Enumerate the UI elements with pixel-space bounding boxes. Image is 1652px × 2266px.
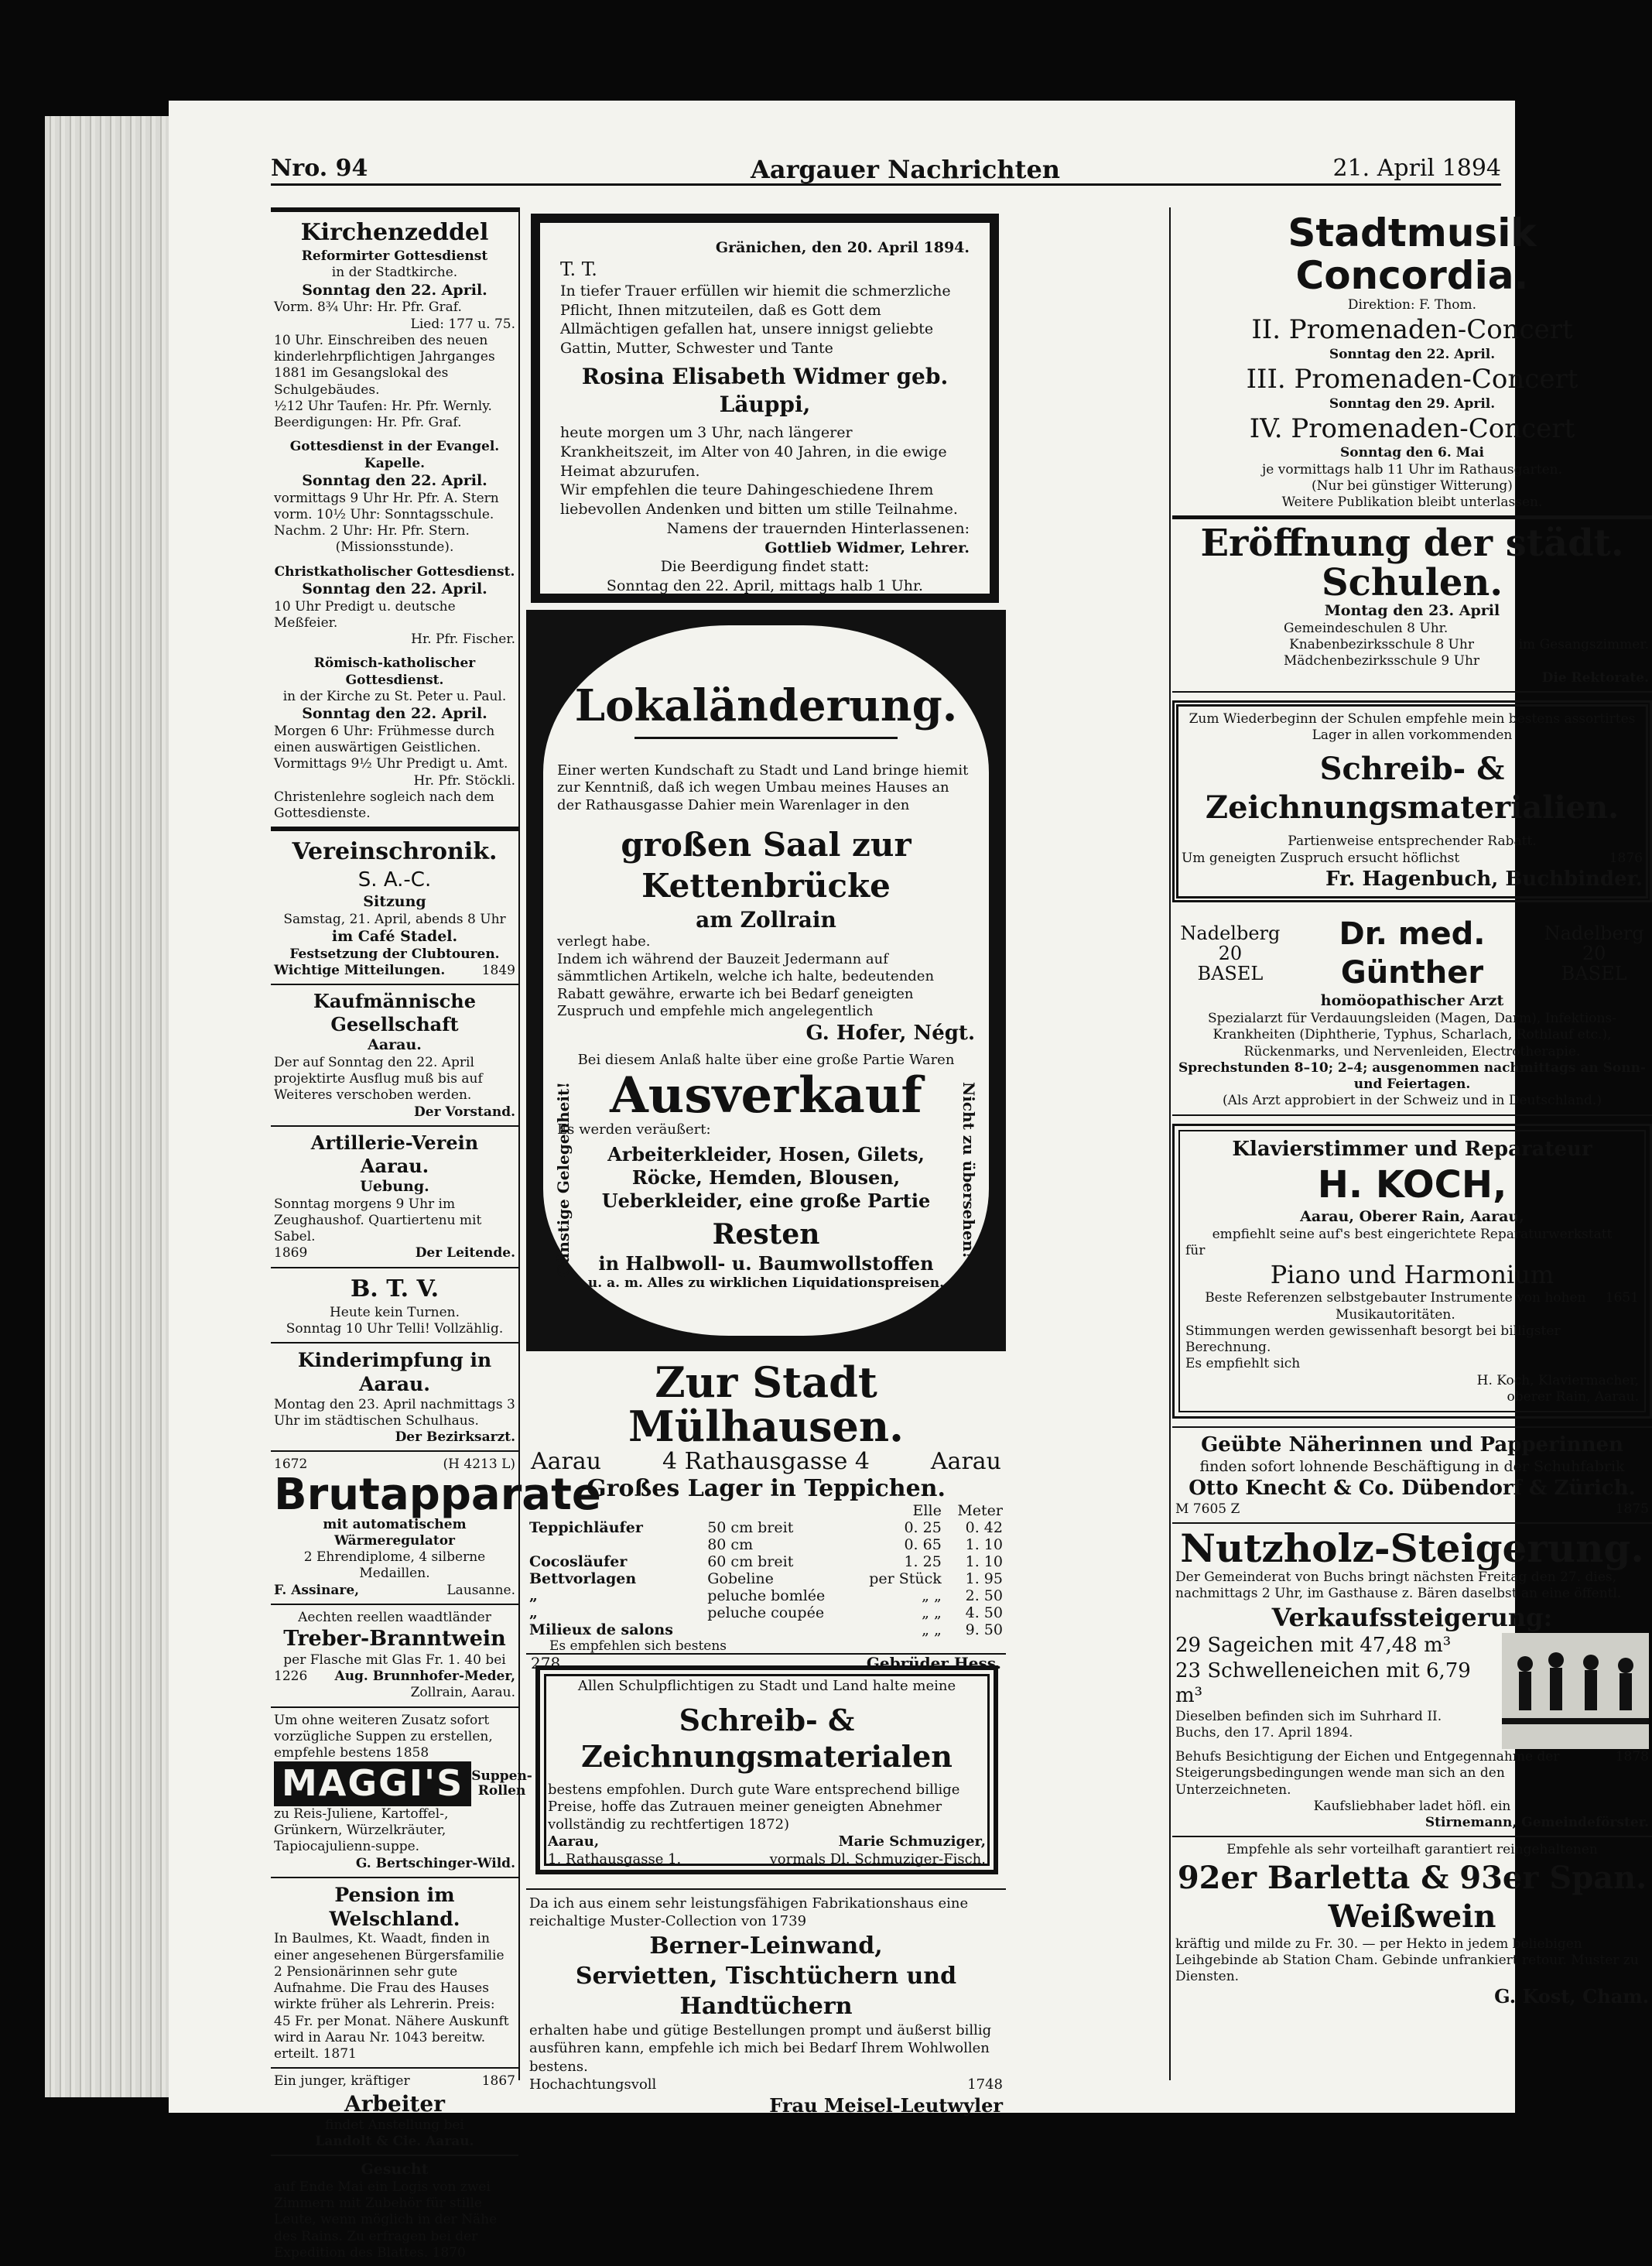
schreib-number: 1872) [748,1816,790,1833]
price-header: Elle [912,1502,942,1520]
muelh-left: Aarau [531,1448,602,1476]
arbeiter-number: 1867 [481,2073,515,2090]
muelh-sub: Großes Lager in Teppichen. [587,1475,946,1503]
concordia-line: Weitere Publikation bleibt unterlassen. [1281,495,1543,510]
brut-code: (H 4213 L) [443,1456,515,1473]
lokal-goods: Arbeiterkleider, Hosen, Gilets, Röcke, Hemden, Blousen, Ueberkleider, eine große Partie [601,1143,931,1213]
trauer-text: Namens der trauernden Hinterlassenen: [666,519,970,537]
guenther-addr: Nadelberg 20 [1180,922,1281,965]
berner-sig: Frau Meisel-Leutwyler [769,2094,1003,2117]
price-cell: 1. 10 [965,1553,1003,1571]
lokal-vertical-left: Günstige Gelegenheit! [554,1082,573,1278]
lokal-line: verlegt habe. [557,933,651,950]
berner-title2: Servietten, Tischtüchern und Handtüchern [575,1962,957,2020]
church-line: Hr. Pfr. Fischer. [411,632,515,647]
church-line: Beerdigungen: Hr. Pfr. Graf. [274,415,462,430]
brut-number: 1672 [274,1456,308,1473]
church-ck-date: Sonntag den 22. April. [302,580,487,597]
church-rk-sub: in der Kirche zu St. Peter u. Paul. [282,688,507,704]
schreib-firm2: vormals Dl. Schmuziger-Fisch. [769,1850,986,1867]
btv-line: Heute kein Turnen. [329,1304,460,1320]
concert-date: Sonntag den 6. Mai [1340,445,1484,461]
nutzholz-text: Der Gemeinderat von Buchs bringt nächsten Freitag den 27. dies, nachmittags 2 Uhr, im Gasthause z. Bären daselbst an eine öffentl. [1175,1569,1622,1601]
maggi-ad [271,1708,532,1878]
schmuziger-ad [535,1665,998,1874]
concert-title: III. Promenaden-Concert [1246,364,1578,395]
guenther-addr: Nadelberg 20 [1544,922,1644,965]
price-cell: 0. 42 [965,1519,1003,1537]
church-ev-date: Sonntag den 22. April. [302,471,487,489]
kaufm-title: Kaufmännische Gesellschaft [313,990,476,1035]
treber-title: Treber-Branntwein [283,1627,506,1651]
nutzholz-line: 23 Schwelleneichen mit 6,79 m³ [1175,1658,1471,1708]
treber-firm: Aug. Brunnhofer-Meder, [334,1669,515,1684]
hagenbuch-ad [1172,700,1652,903]
kaufm-text: Der auf Sonntag den 22. April projektirte Ausflug muß bis auf Weiteres verschoben werden. [274,1054,483,1104]
mourning-notice [531,214,999,603]
treber-line: per Flasche mit Glas Fr. 1. 40 bei [283,1652,506,1668]
lokal-resten2: in Halbwoll- u. Baumwollstoffen [598,1252,934,1275]
church-line: 10 Uhr Predigt u. deutsche Meßfeier. [274,598,456,631]
schulen-title: Eröffnung der städt. Schulen. [1200,522,1624,604]
hagen-line: Partienweise entsprechender Rabatt. [1288,833,1537,850]
price-cell [704,1621,851,1638]
church-date: Sonntag den 22. April. [302,281,487,299]
price-cell: „ [529,1604,538,1622]
woodcut-illustration [1502,1633,1649,1749]
muelhausen-ad [526,1357,1006,1673]
guenther-title: Dr. med. Günther [1339,916,1486,991]
price-cell: 50 cm breit [707,1519,794,1537]
sac-line: Samstag, 21. April, abends 8 Uhr [283,911,506,927]
btv-title: B. T. V. [350,1275,440,1302]
guenther-hours: Sprechstunden 8–10; 2–4; ausgenommen nachmittags an Sonn- und Feiertagen. [1178,1059,1647,1093]
koch-line: Beste Referenzen selbstgebauter Instrumente von hohen Musikautoritäten. [1205,1290,1586,1323]
price-header: Meter [957,1502,1003,1520]
price-cell: 80 cm [707,1536,754,1554]
church-sub2: in der Stadtkirche. [331,265,458,281]
church-ck-title: Christkatholischer Gottesdienst. [274,563,515,580]
nutzholz-number: 1878 [1615,1749,1649,1765]
maggi-sig: G. Bertschinger-Wild. [355,1855,515,1871]
nutzholz-ad [1172,1524,1652,1837]
knecht-ad [1172,1426,1652,1524]
lokal-resten: Resten [712,1218,820,1251]
maggi-line: Um ohne weiteren Zusatz sofort vorzügliche Suppen zu erstellen, empfehle bestens [274,1712,493,1761]
price-cell: Teppichläufer [529,1519,643,1537]
art-title: Artillerie-Verein Aarau. [310,1131,479,1177]
trauer-burial: Die Beerdigung findet statt: [660,558,870,576]
wein-sig: G. Kost, Cham. [1494,1985,1649,2008]
maggi-line: zu Reis-Juliene, Kartoffel-, Grünkern, Würzelkräuter, Tapiocajulienn-suppe. [274,1806,449,1855]
lokal-ad [526,610,1006,1351]
brut-title: Brutapparate [274,1469,601,1520]
price-cell: 0. 25 [904,1519,942,1537]
nutzholz-line: 29 Sageichen mit 47,48 m³ [1175,1634,1452,1658]
muelh-mid: 4 Rathausgasse 4 [662,1448,870,1476]
art-sub: Uebung. [360,1177,429,1195]
koch-place: Aarau, Oberer Rain, Aarau, [1300,1208,1524,1226]
guenther-ad [1172,910,1652,1115]
knecht-firm: Otto Knecht & Co. Dübendorf & Zürich. [1189,1477,1636,1501]
treber-line: Aechten reellen waadtländer [298,1609,491,1625]
berner-text: erhalten habe und gütige Bestellungen prompt und äußerst billig ausführen kann, empfehle ich mich bei Bedarf Ihrem Wohlwollen bestens. [529,2021,992,2075]
issue-number: Nro. 94 [271,155,368,182]
kaufm-notice [271,985,518,1127]
koch-number: 1651 [1605,1290,1639,1306]
trauer-name: Rosina Elisabeth Widmer geb. Läuppi, [581,363,949,418]
berner-line: Da ich aus einem sehr leistungsfähigen Fabrikationshaus eine reichaltige Muster-Collection von [529,1895,969,1930]
knecht-line: finden sofort lohnende Beschäftigung in der Schuhfabrik [1199,1457,1625,1475]
brut-sub: mit automatischem Wärmeregulator [323,1516,467,1549]
club-chronicle [271,828,518,985]
trauer-burial: Sonntag den 22. April, mittags halb 1 Uhr. [606,577,924,594]
hagen-line: Zum Wiederbeginn der Schulen empfehle mein bestens assortirtes Lager in allen vorkommenden [1189,710,1636,744]
schulen-sig: Die Rektorate. [1541,669,1649,686]
price-cell: „ „ [922,1587,942,1605]
wein-text: kräftig und milde zu Fr. 30. — per Hekto in jedem beliebigen Leihgebinde ab Station Cham. Gebinde unfrankiert retour. Muster zu Diensten. [1175,1936,1639,1985]
sac-line: Wichtige Mitteilungen. [274,962,446,978]
nutzholz-line: Dieselben befinden sich im Suhrhard II. [1175,1708,1442,1724]
column-middle [518,207,1171,2117]
muelh-number: 278 [531,1654,561,1673]
art-text: Sonntag morgens 9 Uhr im Zeughaushof. Quartiertenu mit Sabel. [274,1196,482,1244]
sac-number: 1849 [481,962,515,978]
price-cell: peluche bomlée [707,1587,826,1605]
church-rk-title: Römisch-katholischer Gottesdienst. [313,655,476,688]
pension-title: Pension im Welschland. [329,1883,460,1930]
brut-place: Lausanne. [446,1582,515,1598]
issue-date: 21. April 1894 [1332,155,1501,182]
trauer-date: Gränichen, den 20. April 1894. [715,239,970,256]
lokal-title: Lokaländerung. [574,680,958,731]
hagen-title: Schreib- & Zeichnungsmaterialien. [1205,751,1620,827]
price-cell [526,1536,704,1553]
concordia-line: (Nur bei günstiger Witterung) [1312,478,1513,494]
price-cell: 2. 50 [965,1587,1003,1605]
muelh-right: Aarau [930,1448,1001,1476]
price-cell: „ „ [922,1621,942,1639]
sac-title: S. A.-C. [357,868,432,892]
koch-line: Es empfiehlt sich [1185,1356,1301,1372]
concordia-title: Stadtmusik Concordia. [1288,211,1537,298]
koch-sig: oberer Rain, Aarau. [1507,1388,1639,1405]
schulen-line: im Gesangszimmer. [1518,637,1649,653]
schreib-firm: Marie Schmuziger, [838,1833,986,1850]
artillerie-notice [271,1127,518,1268]
berner-title: Berner-Leinwand, [649,1932,883,1960]
table-row [526,1604,1006,1621]
table-row [526,1553,1006,1570]
maggi-number: 1858 [395,1745,429,1761]
page-header [271,155,1501,186]
lokal-big2: am Zollrain [696,907,836,933]
pension-text: In Baulmes, Kt. Waadt, finden in einer angesehenen Bürgersfamilie 2 Pensionärinnen sehr gute Aufnahme. Die Frau des Hauses wirkte früher als Lehrerin. Preis: 45 Fr. per Monat. Nähere Auskunft wird in Aarau Nr. 1043 bereitw. erteilt. [274,1931,509,2062]
treber-number: 1226 [274,1669,308,1684]
column-right [1172,207,1652,2013]
nutzholz-line: Behufs Besichtigung der Eichen und Entgegennahme der Steigerungsbedingungen wende man sich an den Unterzeichneten. [1175,1749,1560,1798]
gesucht-title: Gesucht [361,2161,429,2178]
sac-sub: Sitzung [363,892,426,910]
wein-title: 92er Barletta & 93er Span. Weißwein [1177,1859,1647,1935]
treber-place: Zollrain, Aarau. [410,1685,515,1701]
lokal-text: Einer werten Kundschaft zu Stadt und Land bringe hiemit zur Kenntniß, daß ich wegen Umbau meines Hauses an der Rathausgasse Dahier mein Warenlager in den [557,762,969,813]
newspaper-page [169,101,1649,2261]
schreib-text: bestens empfohlen. Durch gute Ware entsprechend billige Preise, hoffe das Zutrauen meiner geneigten Abnehmer vollständig zu rechtfertigen [548,1781,960,1833]
trauer-initials: T. T. [560,258,597,280]
lokal-sig: G. Hofer, Négt. [805,1021,975,1045]
trauer-sig: Gottlieb Widmer, Lehrer. [764,539,970,556]
schulen-line: Mädchenbezirksschule 9 Uhr [1284,653,1480,669]
maggi-side: Rollen [477,1783,526,1799]
church-line: Vorm. 8¾ Uhr: Hr. Pfr. Graf. [274,300,462,316]
kaufm-place: Aarau. [368,1036,422,1053]
table-row [526,1621,1006,1638]
trauer-text: heute morgen um 3 Uhr, nach längerer Krankheitszeit, im Alter von 40 Jahren, in die ewige Heimat abzurufen. [560,424,947,480]
price-cell: 4. 50 [965,1604,1003,1622]
berner-line: Hochachtungsvoll [529,2076,657,2093]
schreib-line: Allen Schulpflichtigen zu Stadt und Land halte meine [577,1678,956,1694]
price-cell: 1. 25 [904,1553,942,1571]
muelh-note: Es empfehlen sich bestens [549,1638,727,1655]
church-line: ½12 Uhr Taufen: Hr. Pfr. Wernly. [274,398,492,414]
guenther-addr: BASEL [1197,963,1264,985]
koch-line: für [1185,1243,1206,1259]
koch-title: H. KOCH, [1317,1163,1507,1207]
arbeiter-line: findet Anstellung bei [325,2117,464,2133]
price-cell: Bettvorlagen [529,1570,637,1588]
price-cell: Milieux de salons [529,1621,673,1639]
church-line: vormittags 9 Uhr Hr. Pfr. A. Stern [274,490,499,506]
concert-title: IV. Promenaden-Concert [1249,412,1575,444]
brut-line: 2 Ehrendiplome, 4 silberne Medaillen. [303,1549,486,1582]
table-row [526,1587,1006,1604]
trauer-text: In tiefer Trauer erfüllen wir hiemit die schmerzliche Pflicht, Ihnen mitzuteilen, daß es Gott dem Allmächtigen gefallen hat, unsere innigst geliebte Gattin, Mutter, Schwester und Tante [560,282,951,357]
schulen-ad [1172,517,1652,693]
schulen-date: Montag den 23. April [1324,602,1500,620]
guenther-text: Spezialarzt für Verdauungsleiden (Magen, Darm), Infektions-Krankheiten (Diphtherie, Typhus, Scharlach, Rothlauf etc.), Rückenmarks, und Nervenleiden, Electrotherapie. [1208,1011,1616,1059]
sac-line: im Café Stadel. [331,927,458,945]
koch-line: empfiehlt seine auf's best eingerichtete Reparaturwerkstatt [1212,1226,1613,1242]
concordia-line: je vormittags halb 11 Uhr im Rathausgarten. [1262,461,1562,478]
btv-line: Sonntag 10 Uhr Telli! Vollzählig. [286,1320,504,1337]
church-line: Christenlehre sogleich nach dem Gottesdienste. [274,789,494,821]
price-cell: „ [529,1587,538,1605]
maggi-side: Suppen- [471,1768,532,1785]
church-line: Vormittags 9½ Uhr Predigt u. Amt. [274,756,508,772]
impf-text: Montag den 23. April nachmittags 3 Uhr im städtischen Schulhaus. [274,1396,515,1429]
concordia-ad [1172,207,1652,517]
nutzholz-sig: Stirnemann, Gemeindeförster. [1425,1815,1649,1831]
btv-notice [271,1268,518,1344]
koch-line: Stimmungen werden gewissenhaft besorgt bei billigster Berechnung. [1185,1323,1561,1356]
koch-big: Piano und Harmonium [1270,1260,1555,1290]
guenther-sub: homöopathischer Arzt [1320,992,1504,1010]
arbeiter-ad [271,2069,518,2156]
table-row [526,1570,1006,1587]
arbeiter-line: Ein junger, kräftiger [274,2073,410,2090]
knecht-number: 1875 [1615,1501,1649,1517]
schulen-line: Gemeindeschulen 8 Uhr. [1284,620,1448,636]
price-cell: Gobeline [707,1570,774,1588]
price-cell: 0. 65 [904,1536,942,1554]
price-table [526,1502,1006,1638]
page-stack-edge [45,116,173,2097]
lokal-text: Indem ich während der Bauzeit Jedermann auf sämmtlichen Artikeln, welche ich halte, bedeutenden Rabatt gewähre, erwarte ich bei Bedarf geneigten Zuspruch und empfehle mich angelegentlich [557,950,935,1020]
church-line: Nachm. 2 Uhr: Hr. Pfr. Stern. [274,523,470,539]
lokal-big: großen Saal zur Kettenbrücke [621,826,912,905]
church-line: 10 Uhr. Einschreiben des neuen kinderlehrpflichtigen Jahrganges 1881 im Gesangslokal des Schulgebäudes. [274,332,495,398]
price-cell: 60 cm breit [707,1553,794,1571]
impf-notice [271,1344,518,1452]
table-row [526,1519,1006,1536]
treber-ad [271,1605,518,1708]
concordia-dir: Direktion: F. Thom. [1347,297,1477,313]
muelh-sig: Gebrüder Hess. [866,1654,1001,1673]
price-cell: peluche coupée [707,1604,825,1622]
church-line: (Missionsstunde). [335,539,454,556]
maggi-logo: MAGGI'S [274,1761,471,1806]
impf-sig: Der Bezirksarzt. [395,1429,515,1445]
knecht-line: Geübte Näherinnen und Papperinnen [1201,1433,1623,1457]
berner-number: 1739 [771,1913,807,1930]
berner-ad [526,1888,1006,2117]
nutzholz-line: Kaufsliebhaber ladet höfl. ein [1313,1798,1511,1814]
lokal-line: Bei diesem Anlaß halte über eine große Partie Waren [577,1052,955,1069]
church-sub: Reformirter Gottesdienst [301,248,488,264]
nutzholz-title: Nutzholz-Steigerung. [1180,1525,1644,1572]
schreib-place: Aarau, [548,1833,600,1850]
schulen-line: Knabenbezirksschule 8 Uhr [1289,637,1474,653]
church-title: Kirchenzeddel [300,219,489,246]
sac-line: Festsetzung der Clubtouren. [289,946,500,962]
koch-sig: H. Koch, Klaviermacher, [1476,1372,1639,1388]
concert-date: Sonntag den 29. April. [1329,395,1496,412]
lokal-resten3: u. a. m. Alles zu wirklichen Liquidationspreisen. [587,1275,945,1292]
church-line: Morgen 6 Uhr: Frühmesse durch einen auswärtigen Geistlichen. [274,723,495,755]
hagen-sig: Fr. Hagenbuch, Buchbinder. [1325,867,1643,891]
gesucht-ad [271,2156,518,2266]
concert-title: II. Promenaden-Concert [1251,314,1573,346]
lokal-vertical-right: Nicht zu übersehen! [959,1082,978,1259]
ausverkauf-title: Ausverkauf [610,1066,922,1124]
price-cell: „ „ [922,1604,942,1622]
brut-firm: F. Assinare, [274,1582,360,1598]
wein-ad [1172,1837,1652,2013]
church-line: Lied: 177 u. 75. [410,316,515,332]
table-row [526,1536,1006,1553]
knecht-code: M 7605 Z [1175,1501,1240,1517]
gesucht-number: 1870 [432,2244,466,2261]
koch-line: Klavierstimmer und Reparateur [1232,1137,1592,1161]
price-cell: 1. 10 [965,1536,1003,1554]
lokal-line: Es werden veräußert: [557,1121,711,1138]
koch-ad [1172,1124,1652,1419]
church-ev-title: Gottesdienst in der Evangel. Kapelle. [289,439,500,471]
art-sig: Der Leitende. [415,1245,515,1261]
gesucht-text: auf Ende Mai ein Logis von zwei Zimmern mit Zubehör für stille Leute, wenn möglich in der Nähe des Rains. Zu erfragen bei der Expedition des Blattes. [274,2179,498,2261]
price-cell: 9. 50 [965,1621,1003,1639]
wein-line: Empfehle als sehr vorteilhaft garantiert reingehaltenen [1226,1842,1598,1858]
hagen-number: 1876 [1609,850,1643,866]
berner-number: 1748 [967,2076,1003,2093]
art-number: 1869 [274,1245,308,1261]
muelh-title: Zur Stadt Mülhausen. [628,1357,904,1451]
club-title: Vereinschronik. [292,838,498,866]
newspaper-title: Aargauer Nachrichten [751,155,1061,184]
church-line: vorm. 10½ Uhr: Sonntagsschule. [274,506,494,522]
arbeiter-firm: Landolt & Cie. Aarau. [315,2133,474,2149]
church-rk-date: Sonntag den 22. April. [302,705,487,722]
guenther-note: (Als Arzt approbiert in der Schweiz und in Deutschland.) [1223,1093,1602,1109]
price-cell: Cocosläufer [529,1553,628,1571]
nutzholz-title2: Verkaufssteigerung: [1271,1603,1553,1633]
price-cell: 1. 95 [965,1570,1003,1588]
kaufm-sig: Der Vorstand. [414,1104,515,1120]
nutzholz-line: Buchs, den 17. April 1894. [1175,1724,1353,1741]
impf-title: Kinderimpfung in Aarau. [297,1349,492,1396]
pension-ad [271,1878,518,2069]
price-cell: per Stück [869,1570,942,1588]
arbeiter-title: Arbeiter [344,2090,445,2117]
schreib-addr: 1, Rathausgasse 1. [548,1850,682,1867]
hagen-line: Um geneigten Zuspruch ersucht höflichst [1182,850,1460,866]
pension-number: 1871 [323,2046,357,2062]
guenther-addr: BASEL [1561,963,1627,985]
concert-date: Sonntag den 22. April. [1329,346,1496,362]
church-line: Hr. Pfr. Stöckli. [413,772,515,789]
trauer-text: Wir empfehlen die teure Dahingeschiedene Ihrem liebevollen Andenken und bitten um stille Teilnahme. [560,481,958,519]
schreib-title: Schreib- & Zeichnungsmaterialen [581,1702,953,1774]
church-notice [271,207,518,828]
